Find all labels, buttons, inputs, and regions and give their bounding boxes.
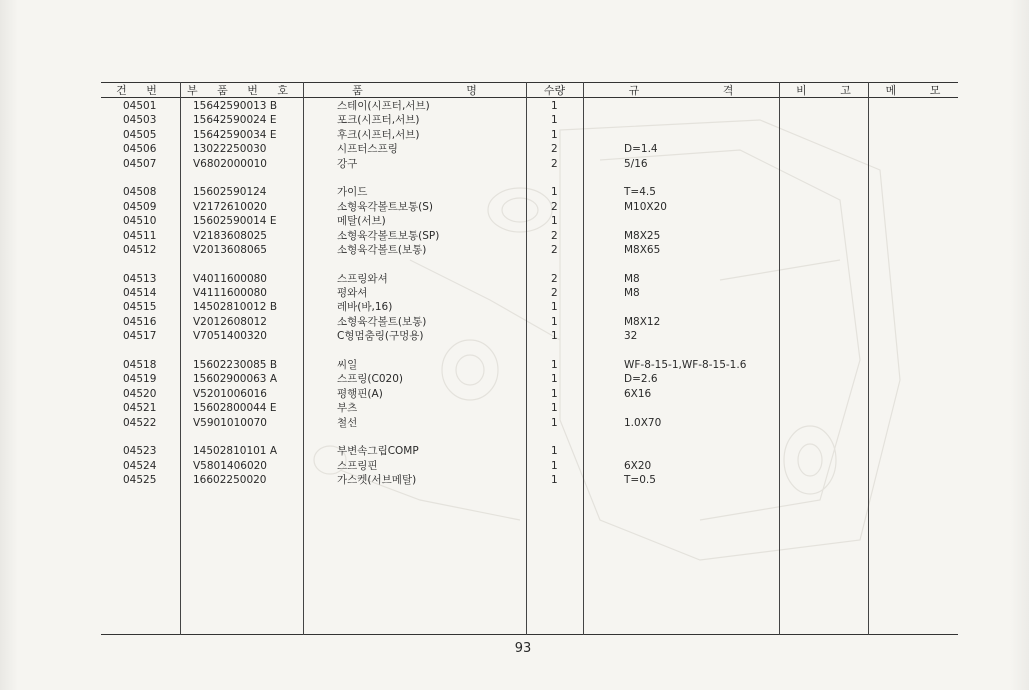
spec-cell: 1.0X70: [624, 416, 662, 429]
table-row: [0, 286, 1029, 300]
quantity-cell: 2: [551, 243, 558, 256]
quantity-cell: 1: [551, 128, 558, 141]
spec-cell: M8X65: [624, 243, 661, 256]
page-number: 93: [514, 641, 532, 656]
table-row: [0, 272, 1029, 286]
spec-cell: M8X12: [624, 315, 661, 328]
part-name-cell: 스프링와셔: [337, 272, 388, 285]
table-row: [0, 171, 1029, 185]
header-spec: 규 격: [628, 84, 734, 97]
part-name-cell: 가이드: [337, 186, 368, 199]
spec-cell: T=4.5: [624, 186, 656, 199]
header-quantity: 수량: [543, 84, 566, 97]
item-no-cell: 04523: [123, 445, 157, 458]
quantity-cell: 1: [551, 186, 558, 199]
table-row: [0, 358, 1029, 372]
table-row: [0, 315, 1029, 329]
quantity-cell: 1: [551, 114, 558, 127]
table-row: [0, 401, 1029, 415]
part-name-cell: 소형육각볼트보통(SP): [337, 229, 440, 242]
header-memo: 메 모: [885, 84, 941, 97]
item-no-cell: 04516: [123, 315, 157, 328]
item-no-cell: 04514: [123, 287, 157, 300]
table-row: [0, 214, 1029, 228]
part-name-cell: 가스켓(서브메탈): [337, 474, 417, 487]
quantity-cell: 1: [551, 330, 558, 343]
part-name-cell: 후크(시프터,서브): [337, 128, 420, 141]
item-no-cell: 04507: [123, 157, 157, 170]
table-row: [0, 300, 1029, 314]
quantity-cell: 1: [551, 100, 558, 112]
quantity-cell: 2: [551, 229, 558, 242]
part-no-cell: V4011600080: [193, 272, 267, 285]
part-no-cell: 14502810101 A: [193, 445, 278, 458]
part-name-cell: 소형육각볼트(보통): [337, 315, 427, 328]
quantity-cell: 1: [551, 416, 558, 429]
item-no-cell: 04517: [123, 330, 157, 343]
spec-cell: 5/16: [624, 157, 648, 170]
quantity-cell: 1: [551, 215, 558, 228]
part-name-cell: 레바(바,16): [337, 301, 393, 314]
quantity-cell: 1: [551, 373, 558, 386]
part-no-cell: V2012608012: [193, 315, 267, 328]
spec-cell: M8: [624, 272, 640, 285]
part-no-cell: 14502810012 B: [193, 301, 278, 314]
item-no-cell: 04510: [123, 215, 157, 228]
item-no-cell: 04521: [123, 402, 157, 415]
item-no-cell: 04509: [123, 200, 157, 213]
item-no-cell: 04520: [123, 387, 157, 400]
table-row: [0, 200, 1029, 214]
spec-cell: 6X20: [624, 459, 652, 472]
part-no-cell: V2183608025: [193, 229, 267, 242]
table-top-rule: [101, 82, 958, 83]
part-no-cell: 15602900063 A: [193, 373, 278, 386]
part-name-cell: 부츠: [337, 402, 358, 415]
part-name-cell: 소형육각볼트(보통): [337, 243, 427, 256]
table-header-rule: [101, 97, 958, 98]
table-row: [0, 372, 1029, 386]
part-name-cell: 평행핀(A): [337, 387, 383, 400]
item-no-cell: 04512: [123, 243, 157, 256]
item-no-cell: 04515: [123, 301, 157, 314]
item-no-cell: 04501: [123, 100, 157, 112]
item-no-cell: 04506: [123, 143, 157, 156]
item-no-cell: 04503: [123, 114, 157, 127]
part-name-cell: 씨일: [337, 359, 358, 372]
table-row: [0, 243, 1029, 257]
quantity-cell: 1: [551, 445, 558, 458]
part-name-cell: 철선: [337, 416, 358, 429]
part-name-cell: 부변속그립COMP: [337, 445, 419, 458]
part-no-cell: V5201006016: [193, 387, 267, 400]
table-row: [0, 99, 1029, 113]
table-row: [0, 329, 1029, 343]
item-no-cell: 04518: [123, 359, 157, 372]
part-no-cell: V7051400320: [193, 330, 267, 343]
item-no-cell: 04519: [123, 373, 157, 386]
quantity-cell: 2: [551, 272, 558, 285]
item-no-cell: 04511: [123, 229, 157, 242]
part-no-cell: 16602250020: [193, 474, 267, 487]
header-remark: 비 고: [796, 84, 851, 97]
part-no-cell: 15642590024 E: [193, 114, 277, 127]
table-row: [0, 128, 1029, 142]
part-name-cell: 스테이(시프터,서브): [337, 100, 430, 112]
table-row: [0, 459, 1029, 473]
item-no-cell: 04505: [123, 128, 157, 141]
table-row: [0, 157, 1029, 171]
part-name-cell: 포크(시프터,서브): [337, 114, 420, 127]
spec-cell: 32: [624, 330, 638, 343]
part-name-cell: 메탈(서브): [337, 215, 386, 228]
part-no-cell: V4111600080: [193, 287, 267, 300]
item-no-cell: 04513: [123, 272, 157, 285]
table-row: [0, 113, 1029, 127]
table-row: [0, 257, 1029, 271]
item-no-cell: 04524: [123, 459, 157, 472]
spec-cell: D=1.4: [624, 143, 658, 156]
quantity-cell: 1: [551, 402, 558, 415]
header-part-name: 품 명: [352, 84, 477, 97]
quantity-cell: 1: [551, 474, 558, 487]
part-name-cell: 시프터스프링: [337, 143, 398, 156]
quantity-cell: 2: [551, 200, 558, 213]
part-name-cell: C형멈춤링(구멍용): [337, 330, 424, 343]
part-no-cell: 15602590124: [193, 186, 267, 199]
part-no-cell: V6802000010: [193, 157, 267, 170]
part-no-cell: V2013608065: [193, 243, 267, 256]
spec-cell: 6X16: [624, 387, 652, 400]
table-row: [0, 473, 1029, 487]
part-name-cell: 소형육각볼트보통(S): [337, 200, 434, 213]
item-no-cell: 04522: [123, 416, 157, 429]
table-row: [0, 444, 1029, 458]
item-no-cell: 04508: [123, 186, 157, 199]
table-row: [0, 185, 1029, 199]
quantity-cell: 1: [551, 359, 558, 372]
quantity-cell: 1: [551, 301, 558, 314]
spec-cell: T=0.5: [624, 474, 656, 487]
part-no-cell: 13022250030: [193, 143, 267, 156]
spec-cell: M10X20: [624, 200, 667, 213]
part-name-cell: 평와셔: [337, 287, 368, 300]
part-no-cell: 15642590034 E: [193, 128, 277, 141]
table-row: [0, 387, 1029, 401]
spec-cell: M8X25: [624, 229, 661, 242]
part-name-cell: 스프링핀: [337, 459, 378, 472]
spec-cell: D=2.6: [624, 373, 658, 386]
item-no-cell: 04525: [123, 474, 157, 487]
part-no-cell: V5801406020: [193, 459, 267, 472]
part-name-cell: 강구: [337, 157, 358, 170]
spec-cell: WF-8-15-1,WF-8-15-1.6: [624, 359, 747, 372]
part-no-cell: 15602230085 B: [193, 359, 278, 372]
table-row: [0, 229, 1029, 243]
parts-table-body: [0, 99, 1029, 488]
part-no-cell: 15602800044 E: [193, 402, 277, 415]
table-row: [0, 430, 1029, 444]
quantity-cell: 1: [551, 315, 558, 328]
quantity-cell: 1: [551, 387, 558, 400]
part-name-cell: 스프링(C020): [337, 373, 403, 386]
table-row: [0, 344, 1029, 358]
header-part-no: 부 품 번 호: [187, 84, 296, 97]
part-no-cell: V2172610020: [193, 200, 267, 213]
quantity-cell: 1: [551, 459, 558, 472]
header-item-no: 건 번: [116, 84, 165, 97]
part-no-cell: 15602590014 E: [193, 215, 277, 228]
spec-cell: M8: [624, 287, 640, 300]
part-no-cell: V5901010070: [193, 416, 267, 429]
quantity-cell: 2: [551, 287, 558, 300]
part-no-cell: 15642590013 B: [193, 100, 278, 112]
quantity-cell: 2: [551, 157, 558, 170]
quantity-cell: 2: [551, 143, 558, 156]
table-bottom-rule: [101, 634, 958, 635]
table-row: [0, 142, 1029, 156]
table-row: [0, 416, 1029, 430]
